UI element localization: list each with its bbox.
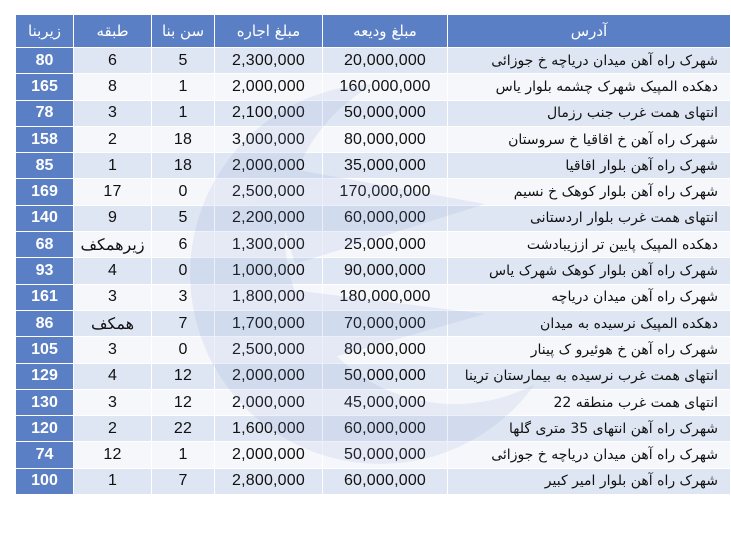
- cell-address: شهرک راه آهن بلوار کوهک خ نسیم: [448, 179, 731, 205]
- cell-floor: 2: [74, 416, 152, 442]
- header-address: آدرس: [448, 15, 731, 48]
- table-row: [16, 284, 731, 310]
- cell-rent: 2,000,000: [215, 389, 323, 415]
- cell-floor: 3: [74, 337, 152, 363]
- cell-deposit: 20,000,000: [323, 48, 448, 74]
- cell-address: شهرک راه آهن میدان دریاچه خ جوزائی: [448, 442, 731, 468]
- table-row: [16, 310, 731, 336]
- cell-area: 105: [16, 337, 74, 363]
- cell-rent: 2,500,000: [215, 337, 323, 363]
- cell-area: 86: [16, 310, 74, 336]
- cell-area: 80: [16, 48, 74, 74]
- cell-area: 129: [16, 363, 74, 389]
- cell-age: 3: [152, 284, 215, 310]
- cell-address: شهرک راه آهن میدان دریاچه خ جوزائی: [448, 48, 731, 74]
- cell-age: 0: [152, 337, 215, 363]
- cell-area: 74: [16, 442, 74, 468]
- cell-area: 120: [16, 416, 74, 442]
- cell-floor: 1: [74, 153, 152, 179]
- cell-area: 100: [16, 468, 74, 494]
- cell-age: 1: [152, 442, 215, 468]
- cell-deposit: 60,000,000: [323, 205, 448, 231]
- cell-age: 1: [152, 100, 215, 126]
- cell-rent: 2,300,000: [215, 48, 323, 74]
- cell-area: 161: [16, 284, 74, 310]
- cell-address: دهکده المپیک نرسیده به میدان: [448, 310, 731, 336]
- cell-age: 1: [152, 74, 215, 100]
- cell-rent: 1,700,000: [215, 310, 323, 336]
- cell-age: 18: [152, 126, 215, 152]
- cell-address: شهرک راه آهن بلوار امیر کبیر: [448, 468, 731, 494]
- cell-age: 7: [152, 310, 215, 336]
- table-row: [16, 337, 731, 363]
- cell-floor: 3: [74, 284, 152, 310]
- header-age: سن بنا: [152, 15, 215, 48]
- cell-deposit: 80,000,000: [323, 337, 448, 363]
- cell-address: انتهای همت غرب نرسیده به بیمارستان ترینا: [448, 363, 731, 389]
- cell-address: شهرک راه آهن میدان دریاچه: [448, 284, 731, 310]
- cell-rent: 1,600,000: [215, 416, 323, 442]
- cell-deposit: 90,000,000: [323, 258, 448, 284]
- table-header-row: [16, 15, 731, 48]
- cell-rent: 2,000,000: [215, 74, 323, 100]
- header-area: زیربنا: [16, 15, 74, 48]
- cell-area: 85: [16, 153, 74, 179]
- header-deposit: مبلغ ودیعه: [323, 15, 448, 48]
- cell-floor: 12: [74, 442, 152, 468]
- cell-deposit: 160,000,000: [323, 74, 448, 100]
- table-row: [16, 232, 731, 258]
- cell-area: 78: [16, 100, 74, 126]
- cell-area: 169: [16, 179, 74, 205]
- cell-deposit: 50,000,000: [323, 100, 448, 126]
- header-rent: مبلغ اجاره: [215, 15, 323, 48]
- cell-deposit: 70,000,000: [323, 310, 448, 336]
- cell-age: 0: [152, 179, 215, 205]
- table-row: [16, 416, 731, 442]
- cell-address: دهکده المپیک پایین تر اززیبادشت: [448, 232, 731, 258]
- cell-rent: 2,000,000: [215, 363, 323, 389]
- cell-address: شهرک راه آهن خ هوئیرو ک پینار: [448, 337, 731, 363]
- rental-table-container: [15, 14, 718, 523]
- cell-address: انتهای همت غرب منطقه 22: [448, 389, 731, 415]
- cell-age: 12: [152, 389, 215, 415]
- cell-floor: زیرهمکف: [74, 232, 152, 258]
- cell-rent: 2,800,000: [215, 468, 323, 494]
- cell-area: 165: [16, 74, 74, 100]
- table-row: [16, 126, 731, 152]
- cell-rent: 1,300,000: [215, 232, 323, 258]
- cell-age: 18: [152, 153, 215, 179]
- cell-floor: 6: [74, 48, 152, 74]
- cell-floor: 3: [74, 389, 152, 415]
- cell-floor: 9: [74, 205, 152, 231]
- cell-address: شهرک راه آهن انتهای 35 متری گلها: [448, 416, 731, 442]
- cell-rent: 2,000,000: [215, 442, 323, 468]
- table-row: [16, 389, 731, 415]
- table-row: [16, 48, 731, 74]
- cell-floor: 1: [74, 468, 152, 494]
- table-row: [16, 205, 731, 231]
- cell-area: 140: [16, 205, 74, 231]
- cell-deposit: 50,000,000: [323, 363, 448, 389]
- cell-deposit: 50,000,000: [323, 442, 448, 468]
- cell-address: انتهای همت غرب بلوار اردستانی: [448, 205, 731, 231]
- cell-floor: 4: [74, 258, 152, 284]
- cell-age: 22: [152, 416, 215, 442]
- table-row: [16, 258, 731, 284]
- table-row: [16, 153, 731, 179]
- cell-area: 130: [16, 389, 74, 415]
- table-row: [16, 100, 731, 126]
- cell-floor: 3: [74, 100, 152, 126]
- table-row: [16, 74, 731, 100]
- cell-floor: 8: [74, 74, 152, 100]
- cell-age: 5: [152, 205, 215, 231]
- cell-deposit: 170,000,000: [323, 179, 448, 205]
- cell-area: 68: [16, 232, 74, 258]
- cell-age: 12: [152, 363, 215, 389]
- cell-rent: 1,800,000: [215, 284, 323, 310]
- cell-deposit: 60,000,000: [323, 416, 448, 442]
- cell-deposit: 60,000,000: [323, 468, 448, 494]
- cell-deposit: 35,000,000: [323, 153, 448, 179]
- cell-rent: 2,000,000: [215, 153, 323, 179]
- cell-deposit: 45,000,000: [323, 389, 448, 415]
- cell-rent: 3,000,000: [215, 126, 323, 152]
- cell-floor: 4: [74, 363, 152, 389]
- cell-age: 6: [152, 232, 215, 258]
- cell-address: شهرک راه آهن بلوار اقاقیا: [448, 153, 731, 179]
- cell-deposit: 180,000,000: [323, 284, 448, 310]
- cell-address: شهرک راه آهن بلوار کوهک شهرک یاس: [448, 258, 731, 284]
- cell-address: انتهای همت غرب جنب رزمال: [448, 100, 731, 126]
- table-row: [16, 468, 731, 494]
- table-row: [16, 363, 731, 389]
- table-row: [16, 179, 731, 205]
- cell-floor: 2: [74, 126, 152, 152]
- cell-age: 0: [152, 258, 215, 284]
- cell-floor: همکف: [74, 310, 152, 336]
- cell-deposit: 80,000,000: [323, 126, 448, 152]
- cell-age: 5: [152, 48, 215, 74]
- cell-floor: 17: [74, 179, 152, 205]
- cell-address: شهرک راه آهن خ اقاقیا خ سروستان: [448, 126, 731, 152]
- cell-area: 93: [16, 258, 74, 284]
- cell-rent: 2,200,000: [215, 205, 323, 231]
- header-floor: طبقه: [74, 15, 152, 48]
- cell-address: دهکده المپیک شهرک چشمه بلوار یاس: [448, 74, 731, 100]
- table-row: [16, 442, 731, 468]
- cell-area: 158: [16, 126, 74, 152]
- cell-age: 7: [152, 468, 215, 494]
- cell-rent: 1,000,000: [215, 258, 323, 284]
- cell-deposit: 25,000,000: [323, 232, 448, 258]
- rental-listings-table: [15, 14, 731, 495]
- cell-rent: 2,100,000: [215, 100, 323, 126]
- cell-rent: 2,500,000: [215, 179, 323, 205]
